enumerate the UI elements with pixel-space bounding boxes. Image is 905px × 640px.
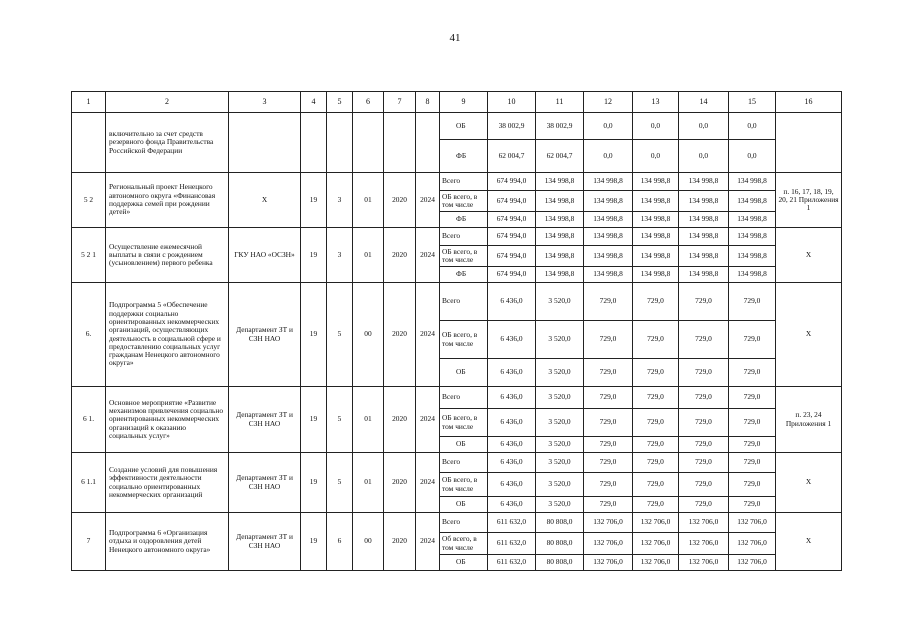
amount-cell: 0,0	[679, 113, 729, 140]
amount-cell: 0,0	[584, 140, 633, 173]
row-name: Подпрограмма 6 «Организация отдыха и оздоровления детей Ненецкого автономного округа»	[106, 513, 229, 571]
amount-cell: 729,0	[729, 387, 776, 409]
column-number: 1	[72, 92, 106, 113]
amount-cell: 729,0	[679, 453, 729, 473]
amount-cell: 132 706,0	[729, 513, 776, 533]
row-note: п. 16, 17, 18, 19, 20, 21 Приложения 1	[776, 173, 842, 228]
amount-cell: 729,0	[633, 283, 679, 321]
amount-cell: 6 436,0	[488, 409, 536, 437]
row-code-6: 01	[353, 453, 384, 513]
funding-source-cell	[440, 409, 488, 437]
amount-cell: 729,0	[584, 437, 633, 453]
amount-cell: 729,0	[679, 359, 729, 387]
row-number: 5 2 1	[72, 228, 106, 283]
funding-source-cell	[440, 359, 488, 387]
funding-source-label: Всего	[442, 517, 461, 527]
row-start-year	[384, 113, 416, 173]
amount-cell: 729,0	[584, 359, 633, 387]
amount-cell: 132 706,0	[679, 513, 729, 533]
amount-cell: 729,0	[633, 321, 679, 359]
row-number: 6 1.	[72, 387, 106, 453]
row-note: Х	[776, 453, 842, 513]
amount-cell: 729,0	[633, 473, 679, 497]
amount-cell: 0,0	[633, 113, 679, 140]
row-code-4: 19	[301, 228, 327, 283]
funding-source-label: ФБ	[456, 214, 467, 224]
amount-cell: 729,0	[729, 283, 776, 321]
funding-source-label: Всего	[442, 231, 461, 241]
amount-cell: 6 436,0	[488, 359, 536, 387]
amount-cell: 38 002,9	[536, 113, 584, 140]
amount-cell: 134 998,8	[584, 212, 633, 228]
column-number: 11	[536, 92, 584, 113]
amount-cell: 0,0	[729, 140, 776, 173]
row-note: п. 23, 24 Приложения 1	[776, 387, 842, 453]
row-code-5	[327, 113, 353, 173]
amount-cell: 134 998,8	[536, 173, 584, 191]
page-number: 41	[449, 32, 461, 44]
column-number: 4	[301, 92, 327, 113]
funding-source-label: ОБ всего, в том числе	[442, 246, 478, 264]
amount-cell: 729,0	[729, 437, 776, 453]
amount-cell: 132 706,0	[633, 555, 679, 571]
row-end-year: 2024	[416, 513, 440, 571]
column-number: 6	[353, 92, 384, 113]
amount-cell: 134 998,8	[729, 191, 776, 212]
row-start-year: 2020	[384, 453, 416, 513]
funding-source-label: Всего	[442, 296, 461, 306]
table-row	[72, 513, 842, 533]
row-code-5: 3	[327, 228, 353, 283]
amount-cell: 132 706,0	[633, 533, 679, 555]
funding-source-cell	[440, 228, 488, 246]
amount-cell: 134 998,8	[633, 228, 679, 246]
amount-cell: 62 004,7	[536, 140, 584, 173]
funding-source-cell	[440, 140, 488, 173]
column-number: 7	[384, 92, 416, 113]
amount-cell: 132 706,0	[679, 533, 729, 555]
amount-cell: 729,0	[679, 437, 729, 453]
row-code-5: 5	[327, 283, 353, 387]
amount-cell: 134 998,8	[584, 228, 633, 246]
row-code-6: 00	[353, 283, 384, 387]
amount-cell: 674 994,0	[488, 173, 536, 191]
row-code-4: 19	[301, 173, 327, 228]
amount-cell: 134 998,8	[729, 267, 776, 283]
row-note: Х	[776, 283, 842, 387]
funding-source-label: Всего	[442, 392, 461, 402]
row-executor: ГКУ НАО «ОСЗН»	[229, 228, 301, 283]
amount-cell: 80 808,0	[536, 533, 584, 555]
amount-cell: 134 998,8	[633, 173, 679, 191]
amount-cell: 3 520,0	[536, 359, 584, 387]
funding-source-cell	[440, 113, 488, 140]
amount-cell: 134 998,8	[633, 246, 679, 267]
amount-cell: 729,0	[679, 473, 729, 497]
row-name: Создание условий для повышения эффективности деятельности социально ориентированных некоммерческих организаций	[106, 453, 229, 513]
amount-cell: 729,0	[633, 409, 679, 437]
amount-cell: 132 706,0	[729, 533, 776, 555]
amount-cell: 134 998,8	[584, 173, 633, 191]
table-body	[72, 92, 842, 571]
amount-cell: 729,0	[584, 409, 633, 437]
row-executor: Департамент ЗТ и СЗН НАО	[229, 513, 301, 571]
funding-source-cell	[440, 473, 488, 497]
amount-cell: 132 706,0	[633, 513, 679, 533]
amount-cell: 134 998,8	[679, 246, 729, 267]
amount-cell: 611 632,0	[488, 533, 536, 555]
amount-cell: 6 436,0	[488, 437, 536, 453]
amount-cell: 729,0	[633, 359, 679, 387]
row-number: 6.	[72, 283, 106, 387]
amount-cell: 729,0	[679, 321, 729, 359]
column-number: 5	[327, 92, 353, 113]
funding-source-label: Всего	[442, 457, 461, 467]
amount-cell: 674 994,0	[488, 246, 536, 267]
amount-cell: 80 808,0	[536, 555, 584, 571]
amount-cell: 80 808,0	[536, 513, 584, 533]
row-note: Х	[776, 228, 842, 283]
table-row	[72, 113, 842, 140]
amount-cell: 729,0	[584, 283, 633, 321]
amount-cell: 729,0	[633, 497, 679, 513]
amount-cell: 134 998,8	[729, 212, 776, 228]
row-start-year: 2020	[384, 173, 416, 228]
amount-cell: 134 998,8	[584, 267, 633, 283]
amount-cell: 134 998,8	[729, 246, 776, 267]
funding-source-cell	[440, 513, 488, 533]
amount-cell: 729,0	[679, 409, 729, 437]
amount-cell: 729,0	[633, 453, 679, 473]
amount-cell: 134 998,8	[679, 212, 729, 228]
row-end-year: 2024	[416, 228, 440, 283]
row-end-year: 2024	[416, 387, 440, 453]
table-row	[72, 283, 842, 321]
row-code-5: 6	[327, 513, 353, 571]
column-number: 3	[229, 92, 301, 113]
amount-cell: 134 998,8	[679, 267, 729, 283]
amount-cell: 3 520,0	[536, 473, 584, 497]
amount-cell: 134 998,8	[679, 191, 729, 212]
row-code-6: 01	[353, 228, 384, 283]
row-code-4: 19	[301, 387, 327, 453]
amount-cell: 729,0	[729, 473, 776, 497]
amount-cell: 134 998,8	[679, 173, 729, 191]
amount-cell: 0,0	[633, 140, 679, 173]
row-note: Х	[776, 513, 842, 571]
column-number: 15	[729, 92, 776, 113]
row-code-5: 5	[327, 387, 353, 453]
funding-source-label: ОБ	[456, 439, 466, 449]
funding-source-cell	[440, 533, 488, 555]
row-number: 6 1.1	[72, 453, 106, 513]
funding-source-cell	[440, 453, 488, 473]
amount-cell: 674 994,0	[488, 228, 536, 246]
row-code-6: 00	[353, 513, 384, 571]
funding-source-label: ФБ	[456, 150, 467, 160]
amount-cell: 729,0	[584, 387, 633, 409]
amount-cell: 729,0	[584, 497, 633, 513]
row-code-6: 01	[353, 387, 384, 453]
row-end-year: 2024	[416, 173, 440, 228]
row-executor: Департамент ЗТ и СЗН НАО	[229, 387, 301, 453]
amount-cell: 729,0	[584, 453, 633, 473]
funding-source-label: ОБ всего, в том числе	[442, 191, 478, 209]
column-number: 2	[106, 92, 229, 113]
amount-cell: 134 998,8	[633, 267, 679, 283]
funding-source-label: ОБ всего, в том числе	[442, 475, 478, 493]
funding-source-cell	[440, 191, 488, 212]
row-name: Региональный проект Ненецкого автономного округа «Финансовая поддержка семей при рождении детей»	[106, 173, 229, 228]
amount-cell: 134 998,8	[584, 191, 633, 212]
column-number: 10	[488, 92, 536, 113]
funding-source-cell	[440, 267, 488, 283]
column-number: 16	[776, 92, 842, 113]
row-code-6: 01	[353, 173, 384, 228]
amount-cell: 729,0	[633, 387, 679, 409]
amount-cell: 729,0	[729, 359, 776, 387]
amount-cell: 132 706,0	[584, 555, 633, 571]
funding-source-label: Об всего, в том числе	[442, 534, 477, 552]
amount-cell: 132 706,0	[679, 555, 729, 571]
amount-cell: 134 998,8	[679, 228, 729, 246]
amount-cell: 6 436,0	[488, 283, 536, 321]
funding-source-cell	[440, 283, 488, 321]
column-number: 14	[679, 92, 729, 113]
amount-cell: 729,0	[729, 497, 776, 513]
amount-cell: 132 706,0	[584, 533, 633, 555]
amount-cell: 134 998,8	[536, 191, 584, 212]
row-start-year: 2020	[384, 283, 416, 387]
amount-cell: 611 632,0	[488, 513, 536, 533]
row-name: Основное мероприятие «Развитие механизмов привлечения социально ориентированных некоммерческих организаций к оказанию социальных услуг»	[106, 387, 229, 453]
funding-source-cell	[440, 212, 488, 228]
row-executor: Х	[229, 173, 301, 228]
amount-cell: 134 998,8	[536, 246, 584, 267]
row-name: Осуществление ежемесячной выплаты в связи с рождением (усыновлением) первого ребенка	[106, 228, 229, 283]
funding-source-cell	[440, 437, 488, 453]
amount-cell: 134 998,8	[584, 246, 633, 267]
column-number: 13	[633, 92, 679, 113]
amount-cell: 3 520,0	[536, 409, 584, 437]
table-row	[72, 173, 842, 191]
amount-cell: 0,0	[679, 140, 729, 173]
funding-source-label: ФБ	[456, 269, 467, 279]
row-code-6	[353, 113, 384, 173]
amount-cell: 134 998,8	[536, 228, 584, 246]
amount-cell: 674 994,0	[488, 191, 536, 212]
amount-cell: 674 994,0	[488, 212, 536, 228]
funding-source-cell	[440, 173, 488, 191]
funding-source-cell	[440, 246, 488, 267]
column-number: 12	[584, 92, 633, 113]
row-number: 7	[72, 513, 106, 571]
amount-cell: 3 520,0	[536, 321, 584, 359]
funding-source-label: ОБ	[456, 367, 466, 377]
funding-source-label: ОБ всего, в том числе	[442, 413, 478, 431]
funding-source-label: ОБ	[456, 120, 466, 130]
row-end-year: 2024	[416, 453, 440, 513]
funding-source-cell	[440, 387, 488, 409]
row-name: Подпрограмма 5 «Обеспечение поддержки социально ориентированных некоммерческих организаций, осуществляющих деятельность в социальной сфере и предоставлению социальных услуг гражданам Ненецкого автономного округа»	[106, 283, 229, 387]
amount-cell: 3 520,0	[536, 387, 584, 409]
amount-cell: 0,0	[584, 113, 633, 140]
amount-cell: 132 706,0	[729, 555, 776, 571]
amount-cell: 6 436,0	[488, 453, 536, 473]
row-code-5: 3	[327, 173, 353, 228]
amount-cell: 6 436,0	[488, 497, 536, 513]
amount-cell: 3 520,0	[536, 453, 584, 473]
column-number: 9	[440, 92, 488, 113]
table-row	[72, 387, 842, 409]
amount-cell: 729,0	[679, 387, 729, 409]
row-start-year: 2020	[384, 387, 416, 453]
amount-cell: 3 520,0	[536, 497, 584, 513]
row-note	[776, 113, 842, 173]
row-end-year	[416, 113, 440, 173]
amount-cell: 0,0	[729, 113, 776, 140]
funding-source-label: ОБ всего, в том числе	[442, 330, 478, 348]
amount-cell: 134 998,8	[633, 191, 679, 212]
amount-cell: 729,0	[679, 283, 729, 321]
amount-cell: 729,0	[729, 321, 776, 359]
amount-cell: 6 436,0	[488, 321, 536, 359]
amount-cell: 3 520,0	[536, 437, 584, 453]
amount-cell: 134 998,8	[729, 228, 776, 246]
table-row	[72, 228, 842, 246]
row-code-5: 5	[327, 453, 353, 513]
row-number	[72, 113, 106, 173]
amount-cell: 134 998,8	[633, 212, 679, 228]
amount-cell: 729,0	[729, 453, 776, 473]
amount-cell: 134 998,8	[536, 212, 584, 228]
row-number: 5 2	[72, 173, 106, 228]
row-code-4: 19	[301, 513, 327, 571]
row-start-year: 2020	[384, 513, 416, 571]
row-code-4	[301, 113, 327, 173]
budget-table	[71, 91, 842, 571]
table-row	[72, 453, 842, 473]
row-end-year: 2024	[416, 283, 440, 387]
amount-cell: 729,0	[729, 409, 776, 437]
amount-cell: 674 994,0	[488, 267, 536, 283]
funding-source-label: ОБ	[456, 557, 466, 567]
amount-cell: 134 998,8	[729, 173, 776, 191]
row-executor: Департамент ЗТ и СЗН НАО	[229, 283, 301, 387]
row-code-4: 19	[301, 283, 327, 387]
row-start-year: 2020	[384, 228, 416, 283]
amount-cell: 132 706,0	[584, 513, 633, 533]
amount-cell: 3 520,0	[536, 283, 584, 321]
column-number-row	[72, 92, 842, 113]
funding-source-label: ОБ	[456, 499, 466, 509]
funding-source-label: Всего	[442, 176, 461, 186]
funding-source-cell	[440, 555, 488, 571]
amount-cell: 38 002,9	[488, 113, 536, 140]
amount-cell: 729,0	[633, 437, 679, 453]
amount-cell: 729,0	[679, 497, 729, 513]
row-name: включительно за счет средств резервного фонда Правительства Российской Федерации	[106, 113, 229, 173]
amount-cell: 62 004,7	[488, 140, 536, 173]
amount-cell: 611 632,0	[488, 555, 536, 571]
row-executor	[229, 113, 301, 173]
row-code-4: 19	[301, 453, 327, 513]
row-executor: Департамент ЗТ и СЗН НАО	[229, 453, 301, 513]
amount-cell: 6 436,0	[488, 387, 536, 409]
column-number: 8	[416, 92, 440, 113]
amount-cell: 134 998,8	[536, 267, 584, 283]
funding-source-cell	[440, 321, 488, 359]
amount-cell: 729,0	[584, 321, 633, 359]
amount-cell: 6 436,0	[488, 473, 536, 497]
funding-source-cell	[440, 497, 488, 513]
amount-cell: 729,0	[584, 473, 633, 497]
